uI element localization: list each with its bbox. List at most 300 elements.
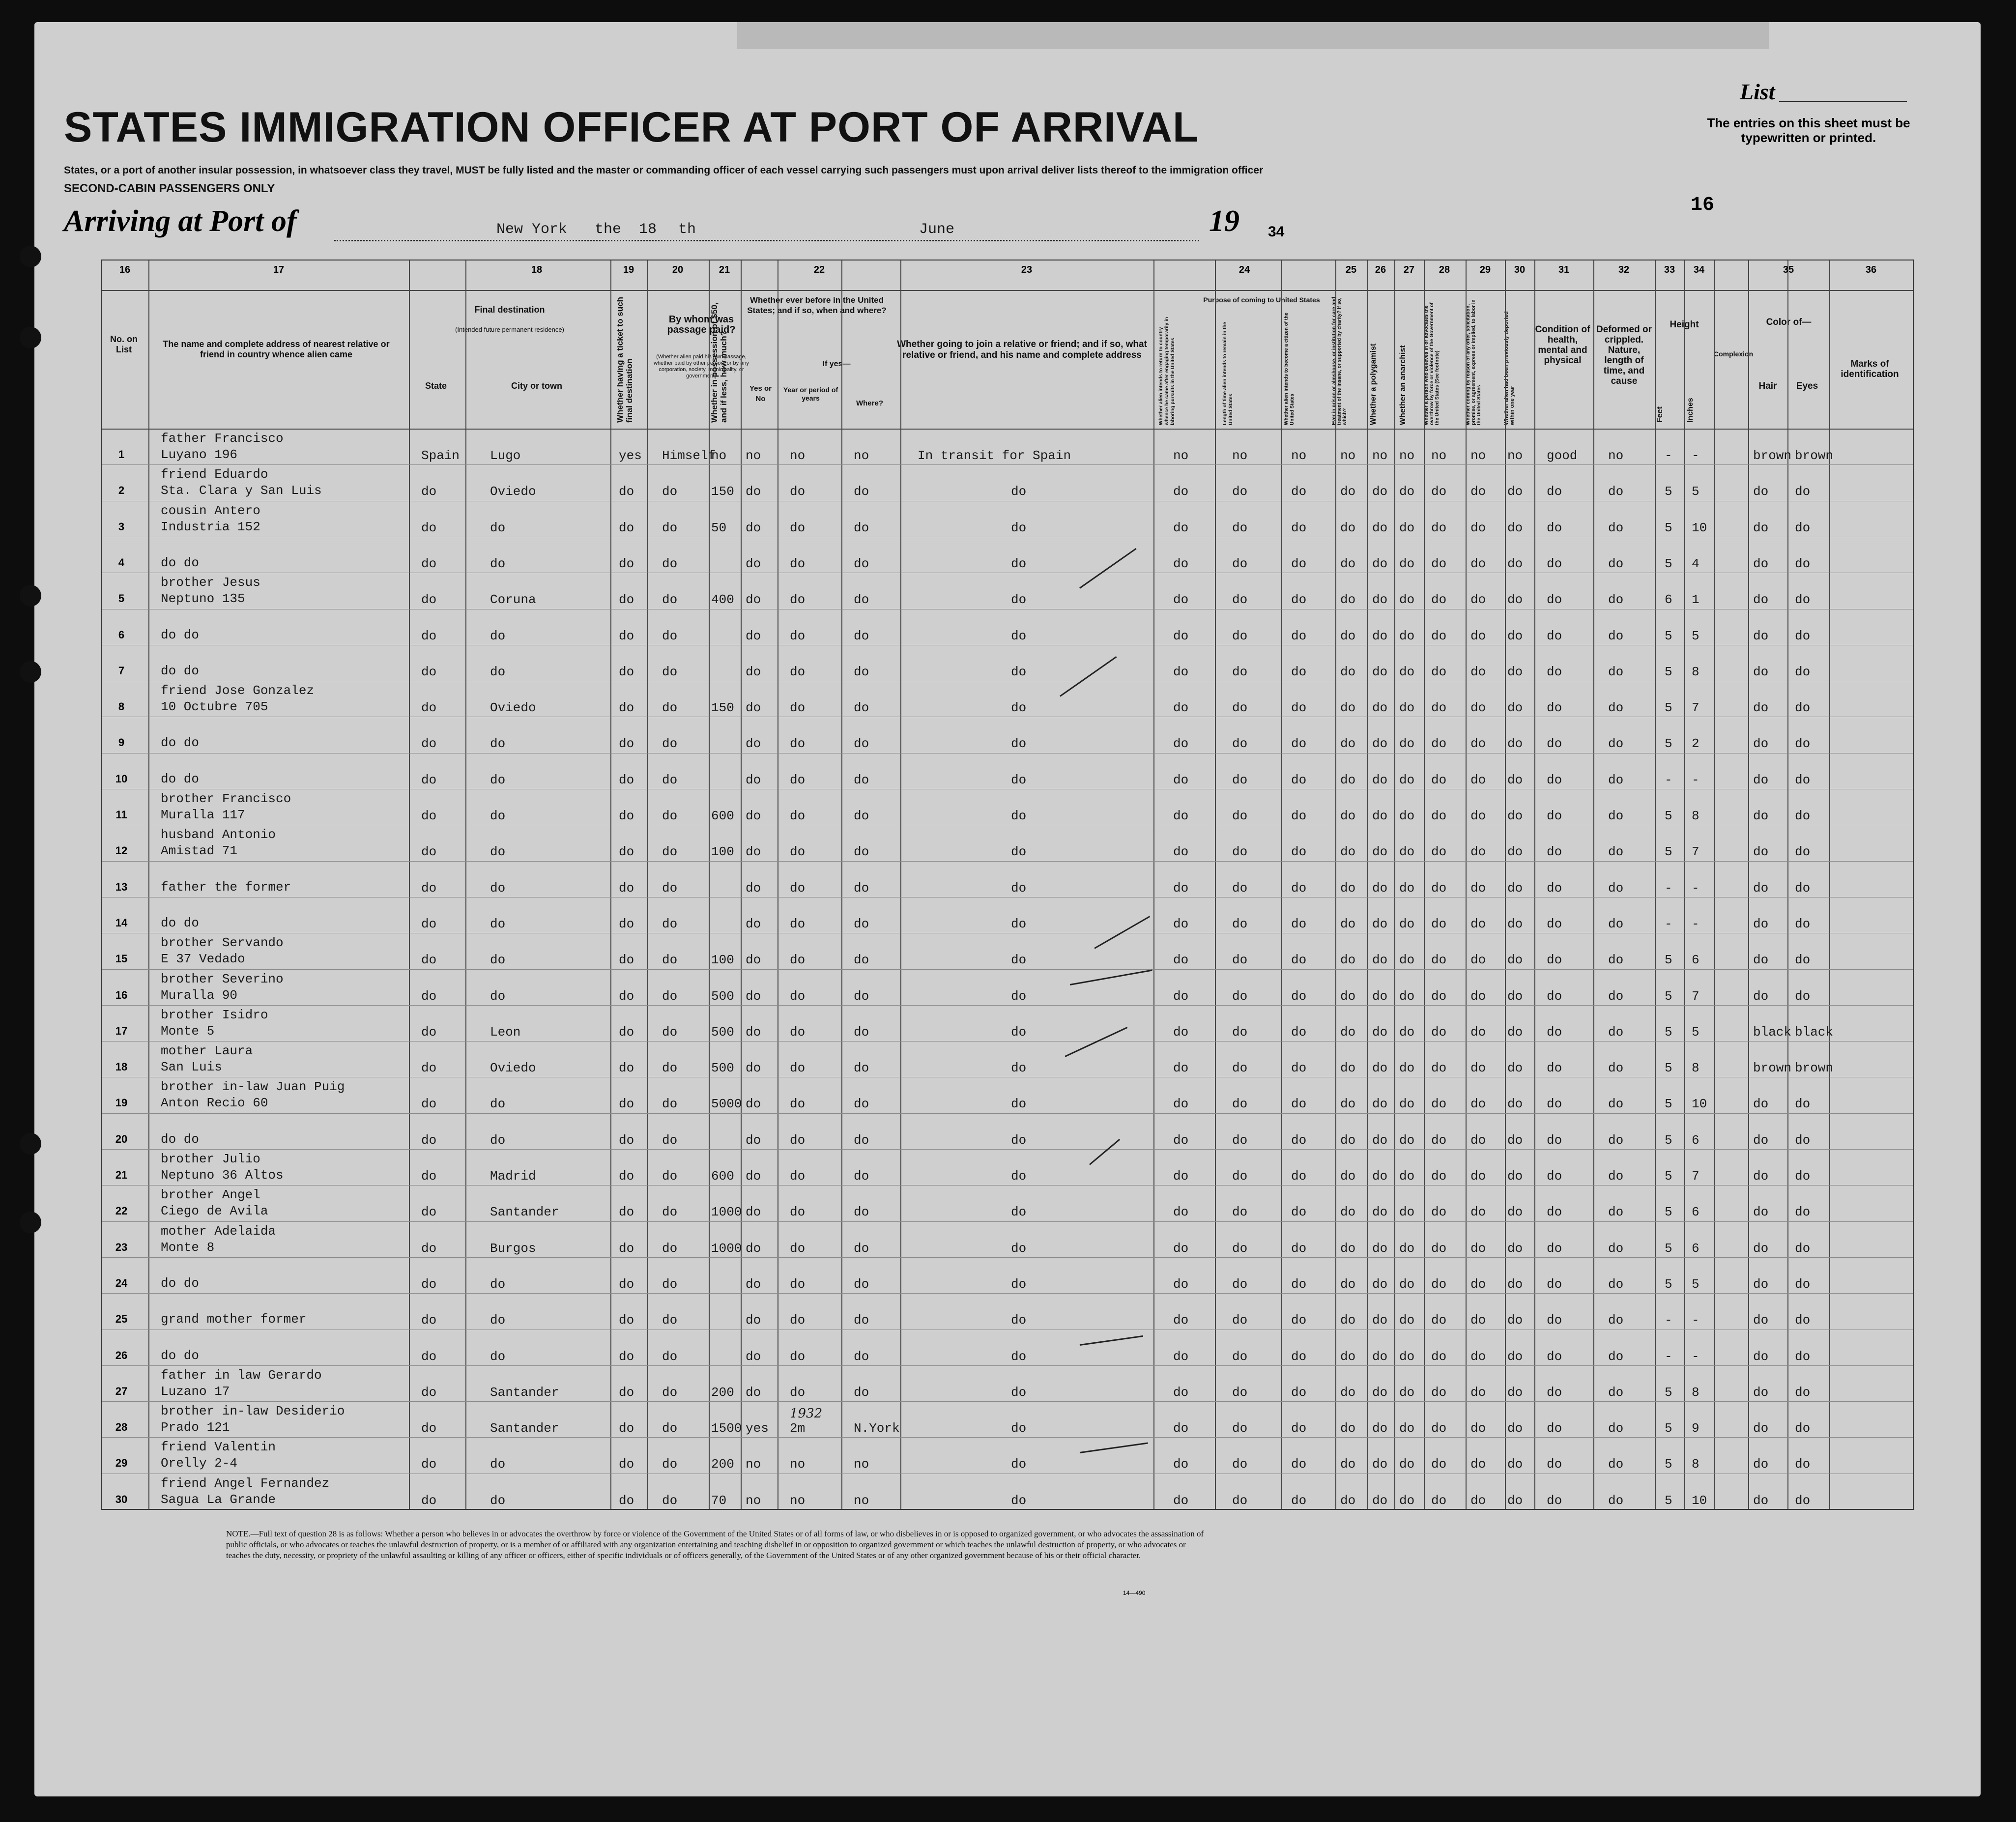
form-class-label: SECOND-CABIN PASSENGERS ONLY (64, 182, 275, 195)
cell-where: do (854, 1061, 869, 1076)
cell-c27: do (1399, 592, 1415, 607)
inspector-check-mark (1065, 1027, 1127, 1057)
cell-eyes: do (1795, 1457, 1811, 1472)
row-rule (102, 1293, 1913, 1294)
relative-address: Sta. Clara y San Luis (161, 483, 322, 498)
cell-hair: do (1753, 1421, 1769, 1436)
cell-p-c: do (1291, 844, 1307, 860)
cell-ticket: do (619, 1061, 634, 1076)
cell-inches: 8 (1692, 1061, 1699, 1076)
column-rule (1281, 260, 1282, 1509)
cell-eyes: do (1795, 1313, 1811, 1328)
row-rule (102, 1257, 1913, 1258)
cell-inches: - (1692, 1349, 1699, 1364)
cell-p-c: do (1291, 916, 1307, 931)
cell-c28: do (1431, 484, 1447, 499)
cell-p-b: do (1232, 628, 1248, 643)
cell-p-b: no (1232, 448, 1248, 463)
cell-state: do (421, 809, 437, 823)
cell-c28: do (1431, 628, 1447, 643)
cell-paid: do (662, 1313, 678, 1328)
row-number: 6 (118, 628, 125, 641)
cell-ticket: do (619, 1241, 634, 1256)
cell-p-c: no (1291, 448, 1307, 463)
cell-state: do (421, 1024, 437, 1040)
cell-state: do (421, 844, 437, 860)
cell-feet: - (1665, 916, 1672, 931)
column-number: 16 (119, 264, 131, 275)
cell-c29: do (1470, 1132, 1486, 1148)
cell-city: do (490, 556, 506, 571)
row-number: 19 (115, 1097, 128, 1109)
cell-feet: 5 (1665, 1061, 1672, 1076)
cell-inches: 8 (1692, 1385, 1699, 1400)
cell-eyes: do (1795, 1385, 1811, 1400)
cell-health: do (1547, 628, 1562, 643)
cell-yn: do (746, 772, 761, 787)
inspector-check-mark (1094, 916, 1150, 949)
cell-c25: do (1340, 592, 1356, 607)
cell-c26: do (1372, 628, 1388, 643)
cell-c29: do (1470, 1169, 1486, 1184)
cell-yn: do (746, 520, 761, 535)
cell-c25: do (1340, 1024, 1356, 1040)
cell-join: do (1011, 520, 1027, 535)
cell-p-a: do (1173, 953, 1189, 968)
relative-name: father in law Gerardo (161, 1367, 322, 1383)
cell-state: do (421, 664, 437, 679)
cell-paid: do (662, 484, 678, 499)
cell-ticket: yes (619, 448, 642, 463)
column-number: 21 (719, 264, 730, 275)
cell-feet: 5 (1665, 1169, 1672, 1184)
cell-paid: do (662, 700, 678, 716)
cell-c30: do (1507, 1061, 1523, 1076)
cell-yn: do (746, 1385, 761, 1400)
cell-period: do (790, 1241, 806, 1256)
cell-ticket: do (619, 1097, 634, 1112)
column-number: 27 (1403, 264, 1415, 275)
cell-yn: do (746, 953, 761, 968)
arrival-line (334, 240, 1199, 241)
cell-c29: do (1470, 700, 1486, 716)
cell-deformed: do (1608, 809, 1624, 823)
cell-inches: 5 (1692, 484, 1699, 499)
cell-feet: 5 (1665, 1024, 1672, 1040)
inspector-check-mark (1089, 1139, 1120, 1165)
row-rule (102, 1113, 1913, 1114)
cell-hair: do (1753, 628, 1769, 643)
cell-c30: do (1507, 628, 1523, 643)
row-rule (102, 1005, 1913, 1006)
cell-eyes: do (1795, 809, 1811, 823)
row-number: 24 (115, 1276, 128, 1289)
cell-where: do (854, 1132, 869, 1148)
cell-hair: do (1753, 484, 1769, 499)
cell-period: do (790, 844, 806, 860)
cell-deformed: no (1608, 448, 1624, 463)
cell-ticket: do (619, 556, 634, 571)
row-number: 7 (118, 664, 125, 677)
cell-feet: 5 (1665, 1385, 1672, 1400)
cell-health: do (1547, 1061, 1562, 1076)
cell-feet: 5 (1665, 484, 1672, 499)
cell-eyes: do (1795, 484, 1811, 499)
cell-eyes: do (1795, 1349, 1811, 1364)
cell-eyes: do (1795, 844, 1811, 860)
cell-health: do (1547, 592, 1562, 607)
col-24-header: Purpose of coming to United States (1203, 296, 1320, 304)
cell-c30: do (1507, 736, 1523, 752)
cell-feet: - (1665, 1313, 1672, 1328)
cell-deformed: do (1608, 1276, 1624, 1292)
cell-p-a: do (1173, 1349, 1189, 1364)
cell-period: do (790, 520, 806, 535)
cell-c27: do (1399, 1457, 1415, 1472)
cell-p-c: do (1291, 988, 1307, 1004)
cell-c27: do (1399, 1024, 1415, 1040)
cell-where: do (854, 1024, 869, 1040)
cell-inches: - (1692, 1313, 1699, 1328)
cell-c28: do (1431, 1169, 1447, 1184)
cell-c28: do (1431, 520, 1447, 535)
cell-deformed: do (1608, 700, 1624, 716)
cell-inches: 6 (1692, 1205, 1699, 1220)
cell-c26: do (1372, 1024, 1388, 1040)
row-number: 22 (115, 1205, 128, 1217)
cell-where: do (854, 844, 869, 860)
cell-where: N.York (854, 1421, 900, 1436)
relative-address: E 37 Vedado (161, 952, 245, 967)
cell-hair: do (1753, 592, 1769, 607)
cell-health: do (1547, 916, 1562, 931)
cell-c27: do (1399, 1421, 1415, 1436)
cell-eyes: do (1795, 700, 1811, 716)
relative-name: cousin Antero (161, 503, 260, 518)
cell-inches: 1 (1692, 592, 1699, 607)
cell-where: no (854, 1493, 869, 1508)
cell-eyes: do (1795, 1169, 1811, 1184)
column-rule (1215, 260, 1216, 1509)
cell-c25: do (1340, 988, 1356, 1004)
cell-c26: do (1372, 520, 1388, 535)
cell-inches: 7 (1692, 1169, 1699, 1184)
relative-name: friend Eduardo (161, 467, 268, 482)
cell-ticket: do (619, 1385, 634, 1400)
cell-hair: do (1753, 916, 1769, 931)
cell-p-c: do (1291, 1097, 1307, 1112)
cell-p-a: do (1173, 484, 1189, 499)
cell-deformed: do (1608, 664, 1624, 679)
cell-ticket: do (619, 1493, 634, 1508)
cell-p-c: do (1291, 1385, 1307, 1400)
row-number: 28 (115, 1421, 128, 1434)
cell-state: do (421, 736, 437, 752)
cell-c27: do (1399, 1313, 1415, 1328)
cell-feet: 5 (1665, 844, 1672, 860)
cell-join: do (1011, 844, 1027, 860)
row-rule (102, 861, 1913, 862)
cell-period: do (790, 1061, 806, 1076)
cell-p-c: do (1291, 556, 1307, 571)
cell-join: do (1011, 664, 1027, 679)
cell-feet: 5 (1665, 1205, 1672, 1220)
cell-c29: do (1470, 628, 1486, 643)
column-number: 33 (1664, 264, 1675, 275)
cell-feet: 5 (1665, 1276, 1672, 1292)
cell-paid: do (662, 1493, 678, 1508)
cell-period: no (790, 1457, 806, 1472)
cell-paid: do (662, 1349, 678, 1364)
relative-name: friend Angel Fernandez (161, 1475, 330, 1491)
cell-eyes: do (1795, 1097, 1811, 1112)
cell-p-a: do (1173, 844, 1189, 860)
cell-period: do (790, 1313, 806, 1328)
cell-c30: do (1507, 664, 1523, 679)
cell-eyes: do (1795, 556, 1811, 571)
cell-c25: do (1340, 1421, 1356, 1436)
cell-inches: 5 (1692, 1024, 1699, 1040)
cell-feet: 5 (1665, 1493, 1672, 1508)
column-rule (709, 260, 710, 1509)
cell-city: Santander (490, 1385, 559, 1400)
cell-where: no (854, 448, 869, 463)
cell-feet: 5 (1665, 953, 1672, 968)
cell-join: do (1011, 880, 1027, 896)
cell-hair: do (1753, 1493, 1769, 1508)
cell-c27: do (1399, 736, 1415, 752)
cell-c30: do (1507, 592, 1523, 607)
cell-c30: do (1507, 1024, 1523, 1040)
cell-c28: do (1431, 809, 1447, 823)
cell-state: do (421, 592, 437, 607)
cell-ticket: do (619, 953, 634, 968)
cell-inches: 7 (1692, 844, 1699, 860)
cell-c28: do (1431, 880, 1447, 896)
relative-address: Orelly 2-4 (161, 1456, 238, 1471)
cell-health: do (1547, 1097, 1562, 1112)
arriving-label: Arriving at Port of (64, 204, 297, 238)
cell-health: do (1547, 520, 1562, 535)
column-number: 26 (1375, 264, 1386, 275)
col-35-hair: Hair (1758, 381, 1777, 391)
cell-where: do (854, 772, 869, 787)
cell-p-c: do (1291, 772, 1307, 787)
cell-period: no (790, 448, 806, 463)
cell-eyes: do (1795, 1132, 1811, 1148)
relative-address: Neptuno 36 Altos (161, 1168, 284, 1183)
cell-p-b: do (1232, 1061, 1248, 1076)
cell-c25: do (1340, 1313, 1356, 1328)
cell-p-a: do (1173, 520, 1189, 535)
cell-c30: do (1507, 1385, 1523, 1400)
cell-p-b: do (1232, 844, 1248, 860)
cell-where: do (854, 1276, 869, 1292)
cell-p-c: do (1291, 1241, 1307, 1256)
cell-eyes: brown (1795, 448, 1834, 463)
row-number: 29 (115, 1457, 128, 1470)
cell-inches: 6 (1692, 1241, 1699, 1256)
cell-join: do (1011, 1457, 1027, 1472)
cell-where: do (854, 1313, 869, 1328)
cell-city: do (490, 1493, 506, 1508)
cell-c25: do (1340, 700, 1356, 716)
cell-p-a: do (1173, 1097, 1189, 1112)
cell-eyes: black (1795, 1024, 1834, 1040)
cell-health: do (1547, 1024, 1562, 1040)
cell-period: do (790, 1097, 806, 1112)
cell-join: do (1011, 1421, 1027, 1436)
binder-hole (20, 661, 41, 683)
cell-c27: do (1399, 1097, 1415, 1112)
cell-p-a: do (1173, 1024, 1189, 1040)
cell-health: do (1547, 772, 1562, 787)
cell-inches: 5 (1692, 1276, 1699, 1292)
column-number: 24 (1238, 264, 1250, 275)
column-number: 31 (1558, 264, 1570, 275)
cell-c28: do (1431, 592, 1447, 607)
column-rule (1367, 260, 1368, 1509)
cell-deformed: do (1608, 592, 1624, 607)
cell-hair: black (1753, 1024, 1792, 1040)
cell-p-b: do (1232, 520, 1248, 535)
relative-address: Muralla 90 (161, 987, 238, 1003)
column-rule (1714, 260, 1715, 1509)
cell-health: do (1547, 736, 1562, 752)
cell-yn: do (746, 809, 761, 823)
cell-hair: do (1753, 772, 1769, 787)
col-29-header: Whether coming by reason of any offer, solicitation, promise, or agreement, express or implied, to labor in the United States (1466, 299, 1482, 425)
cell-health: do (1547, 988, 1562, 1004)
cell-eyes: do (1795, 988, 1811, 1004)
cell-p-a: do (1173, 1061, 1189, 1076)
cell-c27: do (1399, 844, 1415, 860)
cell-where: do (854, 1241, 869, 1256)
cell-where: do (854, 916, 869, 931)
cell-join: do (1011, 700, 1027, 716)
cell-hair: do (1753, 1349, 1769, 1364)
cell-p-b: do (1232, 988, 1248, 1004)
cell-deformed: do (1608, 1205, 1624, 1220)
cell-p-a: do (1173, 1421, 1189, 1436)
cell-state: do (421, 953, 437, 968)
cell-yn: do (746, 844, 761, 860)
cell-c26: do (1372, 953, 1388, 968)
cell-c28: do (1431, 1024, 1447, 1040)
cell-feet: 5 (1665, 1241, 1672, 1256)
cell-ticket: do (619, 916, 634, 931)
cell-paid: do (662, 664, 678, 679)
cell-c25: do (1340, 520, 1356, 535)
cell-eyes: do (1795, 916, 1811, 931)
cell-c30: do (1507, 1421, 1523, 1436)
cell-join: do (1011, 988, 1027, 1004)
cell-hair: do (1753, 736, 1769, 752)
cell-where: do (854, 592, 869, 607)
relative-address: Monte 5 (161, 1023, 215, 1039)
cell-ticket: do (619, 1457, 634, 1472)
cell-p-a: do (1173, 664, 1189, 679)
column-rule (1394, 260, 1395, 1509)
cell-city: Madrid (490, 1169, 536, 1184)
cell-c26: do (1372, 1132, 1388, 1148)
relative-address: do do (161, 1131, 200, 1147)
column-number: 36 (1865, 264, 1877, 275)
cell-c29: do (1470, 1457, 1486, 1472)
relative-address: Muralla 117 (161, 808, 245, 822)
cell-health: do (1547, 844, 1562, 860)
cell-join: do (1011, 1349, 1027, 1364)
cell-period: do (790, 556, 806, 571)
cell-period: do (790, 736, 806, 752)
row-number: 1 (118, 448, 125, 461)
cell-p-b: do (1232, 1276, 1248, 1292)
row-rule (102, 1401, 1913, 1402)
cell-c30: do (1507, 953, 1523, 968)
cell-p-b: do (1232, 916, 1248, 931)
inspector-check-mark (1080, 1335, 1143, 1345)
cell-c26: do (1372, 809, 1388, 823)
cell-period: do (790, 772, 806, 787)
col-24-c: Whether alien intends to become a citizen of the United States (1284, 313, 1295, 425)
cell-join: do (1011, 628, 1027, 643)
cell-paid: do (662, 1385, 678, 1400)
cell-state: do (421, 916, 437, 931)
col-16-header: No. on List (110, 334, 138, 354)
col-18-city: City or town (511, 381, 562, 391)
cell-c26: do (1372, 1169, 1388, 1184)
cell-state: do (421, 772, 437, 787)
cell-city: do (490, 844, 506, 860)
cell-period: 2m (790, 1421, 806, 1436)
cell-yn: no (746, 1457, 761, 1472)
cell-p-b: do (1232, 664, 1248, 679)
cell-deformed: do (1608, 556, 1624, 571)
cell-period: do (790, 1024, 806, 1040)
cell-money: 150 (711, 700, 734, 716)
cell-hair: do (1753, 1385, 1769, 1400)
cell-inches: 10 (1692, 1493, 1707, 1508)
relative-address: 10 Octubre 705 (161, 699, 268, 715)
cell-period: do (790, 988, 806, 1004)
cell-c25: do (1340, 1169, 1356, 1184)
cell-paid: do (662, 520, 678, 535)
cell-where: do (854, 628, 869, 643)
relative-address: do do (161, 771, 200, 786)
relative-name: mother Adelaida (161, 1223, 276, 1239)
cell-hair: do (1753, 880, 1769, 896)
col-22-where: Where? (856, 399, 883, 407)
cell-inches: 6 (1692, 1132, 1699, 1148)
cell-c27: do (1399, 988, 1415, 1004)
cell-c25: do (1340, 916, 1356, 931)
binder-hole (20, 1133, 41, 1155)
cell-where: do (854, 700, 869, 716)
cell-health: do (1547, 700, 1562, 716)
cell-city: do (490, 1313, 506, 1328)
cell-c28: do (1431, 1241, 1447, 1256)
cell-yn: do (746, 1349, 761, 1364)
col-22-ifyes: If yes— (822, 360, 851, 368)
cell-p-c: do (1291, 1205, 1307, 1220)
cell-c26: do (1372, 1097, 1388, 1112)
cell-money: 5000 (711, 1097, 742, 1112)
cell-c29: no (1470, 448, 1486, 463)
cell-feet: - (1665, 1349, 1672, 1364)
cell-paid: do (662, 1024, 678, 1040)
cell-join: do (1011, 592, 1027, 607)
cell-c26: do (1372, 484, 1388, 499)
